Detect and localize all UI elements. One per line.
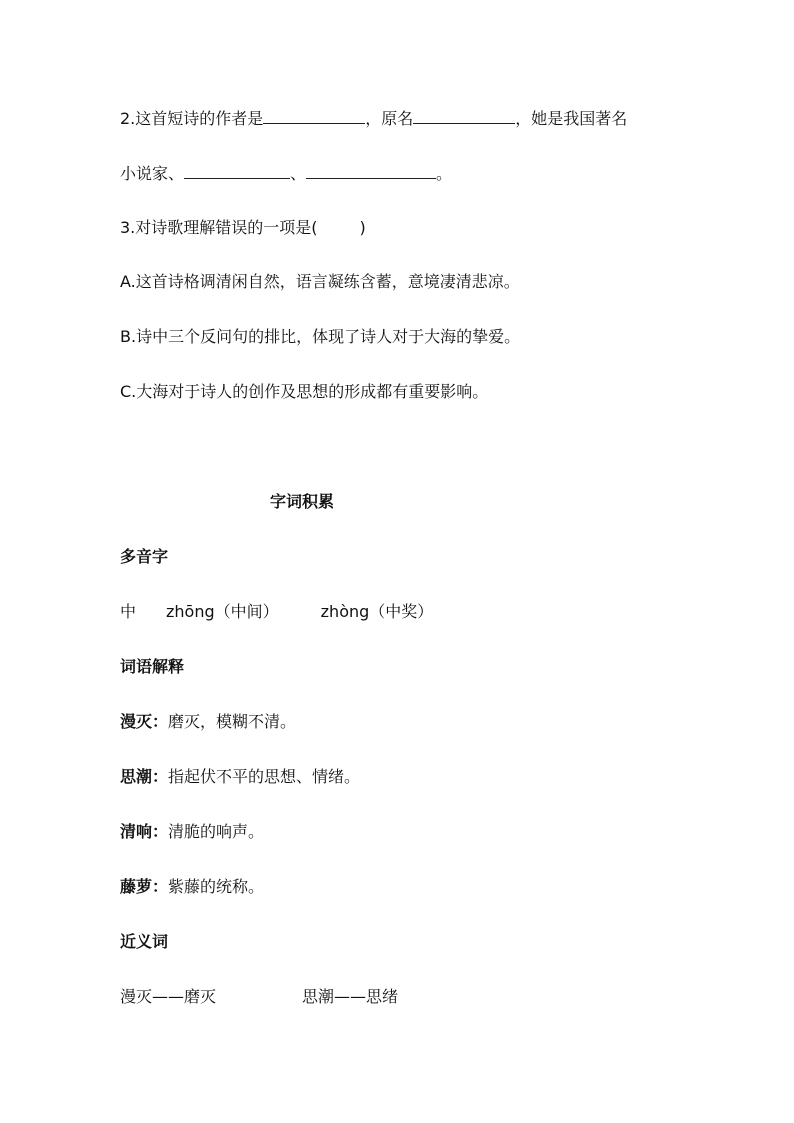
- q2-blank-original-name[interactable]: [413, 107, 515, 124]
- q2-text-6: 。: [436, 164, 453, 183]
- glossary-item: [120, 711, 296, 733]
- glossary-definition: 清脆的响声。: [168, 822, 265, 841]
- q2-text-3: ，她是我国著名: [515, 109, 628, 128]
- q3-stem-close: ): [359, 218, 366, 237]
- polyphone-reading-1: zhōng（中间）: [166, 602, 279, 621]
- q3-option-c: C.大海对于诗人的创作及思想的形成都有重要影响。: [120, 382, 489, 401]
- glossary-item: [120, 821, 264, 843]
- glossary-definition: 磨灭，模糊不清。: [168, 712, 297, 731]
- synonym-pair-2: 思潮——思绪: [302, 987, 399, 1006]
- q3-stem: [120, 217, 366, 239]
- polyphone-row: [120, 601, 433, 623]
- q2-line-1: [120, 107, 627, 130]
- q2-text-2: ，原名: [365, 109, 414, 128]
- synonyms-row: [120, 986, 398, 1008]
- synonym-pair-1: 漫灭——磨灭: [120, 987, 217, 1006]
- q3-option-a: A.这首诗格调清闲自然，语言凝练含蓄，意境凄清悲凉。: [120, 272, 520, 291]
- polyphone-char: 中: [120, 602, 137, 621]
- section-title: 字词积累: [270, 492, 335, 511]
- glossary-definition: 指起伏不平的思想、情绪。: [168, 767, 361, 786]
- glossary-term: 漫灭：: [120, 712, 169, 731]
- q2-text-1: 2.这首短诗的作者是: [120, 109, 264, 128]
- glossary-definition: 紫藤的统称。: [168, 877, 265, 896]
- glossary-term: 藤萝：: [120, 877, 169, 896]
- glossary-term: 清响：: [120, 822, 169, 841]
- glossary-item: [120, 876, 264, 898]
- glossary-item: [120, 766, 360, 788]
- q2-blank-work-2[interactable]: [306, 162, 436, 179]
- synonyms-heading: 近义词: [120, 932, 169, 951]
- glossary-heading: 词语解释: [120, 657, 185, 676]
- q2-blank-work-1[interactable]: [184, 162, 290, 179]
- q3-stem-text: 3.对诗歌理解错误的一项是(: [120, 218, 318, 237]
- glossary-term: 思潮：: [120, 767, 169, 786]
- q2-blank-author[interactable]: [263, 107, 365, 124]
- q2-text-4: 小说家、: [120, 164, 185, 183]
- q2-text-5: 、: [290, 164, 307, 183]
- q2-line-2: [120, 162, 452, 185]
- q3-option-b: B.诗中三个反问句的排比，体现了诗人对于大海的挚爱。: [120, 327, 521, 346]
- polyphone-reading-2: zhòng（中奖）: [320, 602, 434, 621]
- polyphone-heading: 多音字: [120, 547, 169, 566]
